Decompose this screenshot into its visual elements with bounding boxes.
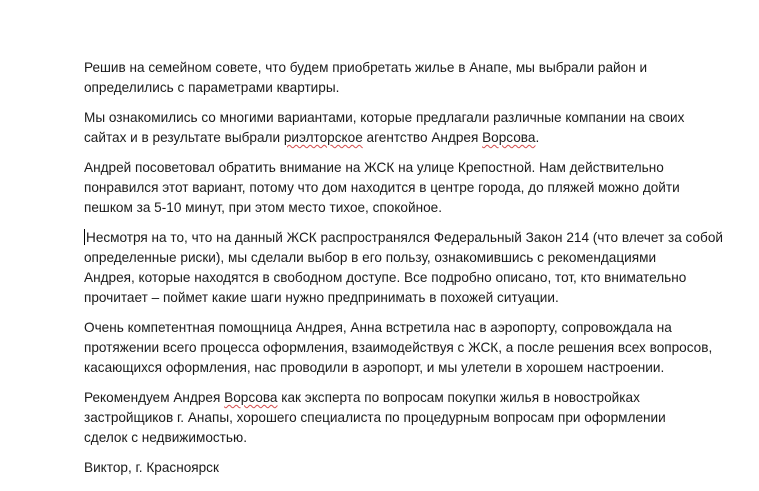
paragraph-6-text-end: как эксперта по вопросам покупки жилья в новостройках застройщиков г. Анапы, хорошего специалиста по процедурным вопросам при оформлении сделок с недвижимостью.	[84, 390, 666, 445]
paragraph-6	[84, 388, 724, 448]
paragraph-5: Очень компетентная помощница Андрея, Анна встретила нас в аэропорту, сопровождала на протяжении всего процесса оформления, взаимодействуя с ЖСК, а после решения всех вопросов, касающихся оформления, нас проводили в аэропорт, и мы улетели в хорошем настроении.	[84, 320, 713, 375]
paragraph-2-text-start: Мы ознакомились со многими вариантами, которые предлагали различные компании на своих сайтах и в результате выбрали	[84, 110, 685, 145]
misspelled-word-vorsova-2[interactable]: Ворсова	[224, 390, 278, 405]
paragraph-2-text-middle: агентство Андрея	[362, 130, 483, 145]
misspelled-word-rieltorskoe[interactable]: риэлторское	[283, 130, 363, 145]
misspelled-word-vorsova[interactable]: Ворсова	[482, 130, 536, 145]
paragraph-1: Решив на семейном совете, что будем приобретать жилье в Анапе, мы выбрали район и определились с параметрами квартиры.	[84, 60, 648, 95]
paragraph-3: Андрей посоветовал обратить внимание на ЖСК на улице Крепостной. Нам действительно понравился этот вариант, потому что дом находится в центре города, до пляжей можно дойти пешком за 5-10 минут, при этом место тихое, спокойное.	[84, 160, 680, 215]
document-body[interactable]	[84, 58, 724, 488]
paragraph-2-text-end: .	[535, 130, 540, 145]
text-cursor	[84, 229, 85, 245]
signature-line: Виктор, г. Красноярск	[84, 460, 219, 475]
paragraph-4	[84, 228, 724, 308]
paragraph-6-text-start: Рекомендуем Андрея	[84, 390, 225, 405]
paragraph-2	[84, 108, 724, 148]
paragraph-4-text: Несмотря на то, что на данный ЖСК распространялся Федеральный Закон 214 (что влечет за собой определенные риски), мы сделали выбор в его пользу, ознакомившись с рекомендациями Андрея, которые находятся в свободном доступе. Все подробно описано, тот, кто внимательно прочитает – поймет какие шаги нужно предпринимать в похожей ситуации.	[84, 230, 723, 305]
